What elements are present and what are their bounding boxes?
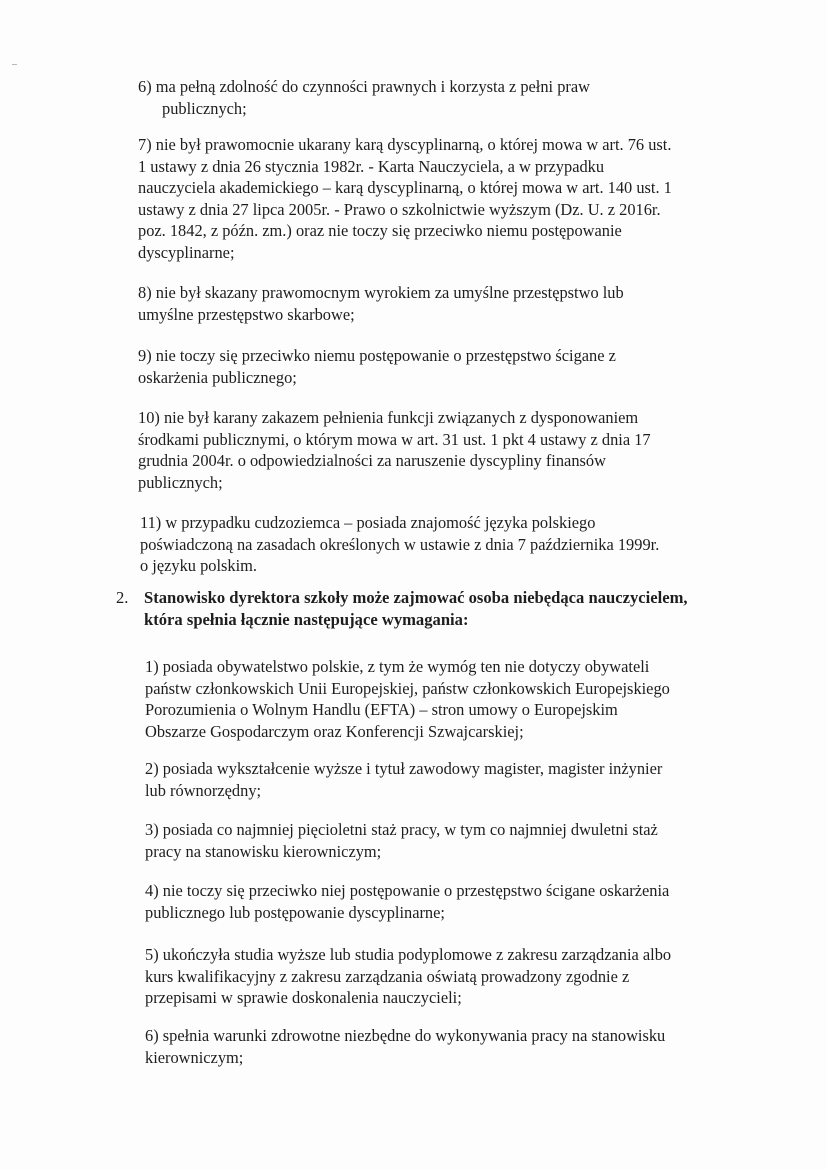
item-line: 5) ukończyła studia wyższe lub studia podyplomowe z zakresu zarządzania albo [145, 945, 672, 964]
item-line: nauczyciela akademickiego – karą dyscyplinarną, o której mowa w art. 140 ust. 1 [138, 178, 672, 197]
item-line: kurs kwalifikacyjny z zakresu zarządzania oświatą prowadzony zgodnie z [145, 966, 630, 986]
item-line: poświadczoną na zasadach określonych w ustawie z dnia 7 października 1999r. [140, 534, 660, 554]
item-line: oskarżenia publicznego; [138, 367, 297, 387]
item-line: 9) nie toczy się przeciwko niemu postępowanie o przestępstwo ścigane z [138, 346, 616, 365]
item-line: Porozumienia o Wolnym Handlu (EFTA) – stron umowy o Europejskim [145, 700, 618, 719]
list-item-6 [138, 76, 590, 119]
item-line: państw członkowskich Unii Europejskiej, państw członkowskich Europejskiego [145, 678, 670, 698]
item-line: 4) nie toczy się przeciwko niej postępowanie o przestępstwo ścigane oskarżenia [145, 881, 670, 900]
item-line: przepisami w sprawie doskonalenia nauczycieli; [145, 988, 462, 1007]
item-line: umyślne przestępstwo skarbowe; [138, 304, 355, 324]
section-heading-text [144, 587, 688, 631]
section-number: 2. [116, 588, 129, 607]
item-line: o języku polskim. [140, 556, 257, 575]
item-line: 2) posiada wykształcenie wyższe i tytuł zawodowy magister, magister inżynier [145, 759, 663, 778]
item-line: pracy na stanowisku kierowniczym; [145, 841, 382, 861]
item-line: 10) nie był karany zakazem pełnienia funkcji związanych z dysponowaniem [138, 408, 639, 427]
list-item-s2-6 [145, 1025, 665, 1068]
item-line: publicznego lub postępowanie dyscyplinarne; [145, 902, 445, 922]
item-line: 6) ma pełną zdolność do czynności prawnych i korzysta z pełni praw [138, 77, 590, 96]
item-line: poz. 1842, z późn. zm.) oraz nie toczy się przeciwko niemu postępowanie [138, 221, 622, 240]
item-line: ustawy z dnia 27 lipca 2005r. - Prawo o szkolnictwie wyższym (Dz. U. z 2016r. [138, 199, 661, 219]
list-item-9 [138, 345, 616, 388]
item-line: lub równorzędny; [145, 780, 262, 800]
item-line: kierowniczym; [145, 1047, 244, 1067]
heading-line: Stanowisko dyrektora szkoły może zajmować osoba niebędąca nauczycielem, [144, 588, 688, 607]
item-line: Obszarze Gospodarczym oraz Konferencji Szwajcarskiej; [145, 721, 524, 741]
item-line: grudnia 2004r. o odpowiedzialności za naruszenie dyscypliny finansów [138, 451, 606, 470]
item-line: 3) posiada co najmniej pięcioletni staż pracy, w tym co najmniej dwuletni staż [145, 820, 658, 839]
list-item-s2-1 [145, 656, 670, 742]
item-line: 11) w przypadku cudzoziemca – posiada znajomość języka polskiego [140, 513, 596, 532]
list-item-s2-4 [145, 880, 669, 923]
list-item-s2-5 [145, 944, 671, 1009]
item-line: publicznych; [138, 472, 223, 492]
list-item-11 [140, 512, 659, 577]
item-line: dyscyplinarne; [138, 242, 235, 262]
list-item-s2-3 [145, 819, 658, 862]
item-line: 6) spełnia warunki zdrowotne niezbędne do wykonywania pracy na stanowisku [145, 1026, 666, 1045]
item-line: środkami publicznymi, o którym mowa w art. 31 ust. 1 pkt 4 ustawy z dnia 17 [138, 429, 651, 449]
list-item-7 [138, 134, 672, 263]
list-item-8 [138, 282, 624, 325]
item-line: 1) posiada obywatelstwo polskie, z tym że wymóg ten nie dotyczy obywateli [145, 657, 650, 676]
list-item-s2-2 [145, 758, 662, 801]
item-line: publicznych; [162, 98, 247, 118]
item-line: 1 ustawy z dnia 26 stycznia 1982r. - Karta Nauczyciela, a w przypadku [138, 156, 605, 176]
heading-line: która spełnia łącznie następujące wymagania: [144, 610, 469, 629]
item-line: 7) nie był prawomocnie ukarany karą dyscyplinarną, o której mowa w art. 76 ust. [138, 135, 672, 154]
item-line: 8) nie był skazany prawomocnym wyrokiem za umyślne przestępstwo lub [138, 283, 624, 302]
scan-mark [12, 64, 17, 65]
list-item-10 [138, 407, 651, 493]
